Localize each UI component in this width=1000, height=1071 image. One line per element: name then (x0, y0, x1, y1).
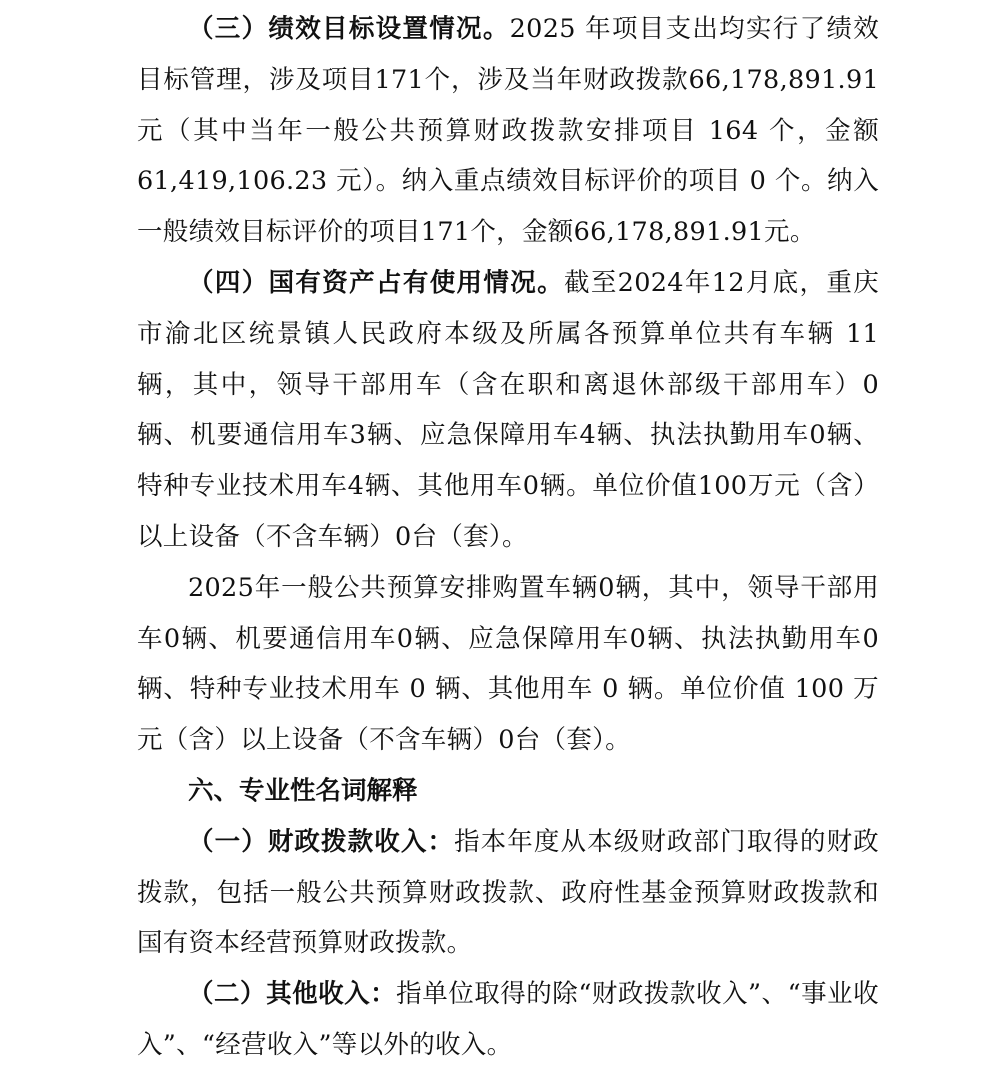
vehicle-purchase-paragraph (137, 563, 879, 766)
document-page (137, 4, 879, 1071)
performance-target-paragraph (137, 4, 879, 258)
vehicle-purchase-text: 2025年一般公共预算安排购置车辆0辆，其中，领导干部用车0辆、机要通信用车0辆、应急保障用车0辆、执法执勤用车0辆、特种专业技术用车 0 辆、其他用车 0 辆。单位价值 100 万元（含）以上设备（不含车辆）0台（套）。 (137, 572, 879, 756)
term-fiscal-appropriation-paragraph (137, 817, 879, 969)
term-fiscal-appropriation-text: 指本年度从本级财政部门取得的财政拨款，包括一般公共预算财政拨款、政府性基金预算财政拨款和国有资本经营预算财政拨款。 (137, 826, 879, 959)
term-other-income-text: 指单位取得的除“财政拨款收入”、“事业收入”、“经营收入”等以外的收入。 (137, 979, 879, 1060)
terms-section-heading: 六、专业性名词解释 (188, 775, 418, 806)
state-assets-text: 截至2024年12月底，重庆市渝北区统景镇人民政府本级及所属各预算单位共有车辆 11 辆，其中，领导干部用车（含在职和离退休部级干部用车）0 辆、机要通信用车3辆、应急保障用车4辆、执法执勤用车0辆、特种专业技术用车4辆、其他用车0辆。单位价值100万元（含）以上设备（不含车辆）0台（套）。 (137, 267, 880, 552)
performance-target-heading: （三）绩效目标设置情况。 (188, 14, 510, 44)
state-assets-paragraph (137, 258, 879, 563)
state-assets-heading: （四）国有资产占有使用情况。 (188, 267, 564, 298)
term-fiscal-appropriation-heading: （一）财政拨款收入： (188, 826, 455, 857)
term-other-income-heading: （二）其他收入： (188, 979, 397, 1010)
term-other-income-paragraph (137, 969, 879, 1071)
performance-target-text: 2025 年项目支出均实行了绩效目标管理，涉及项目171个，涉及当年财政拨款66,178,891.91元（其中当年一般公共预算财政拨款安排项目 164 个，金额61,419,106.23 元）。纳入重点绩效目标评价的项目 0 个。纳入一般绩效目标评价的项目171个，金额66,178,891.91元。 (137, 14, 879, 248)
